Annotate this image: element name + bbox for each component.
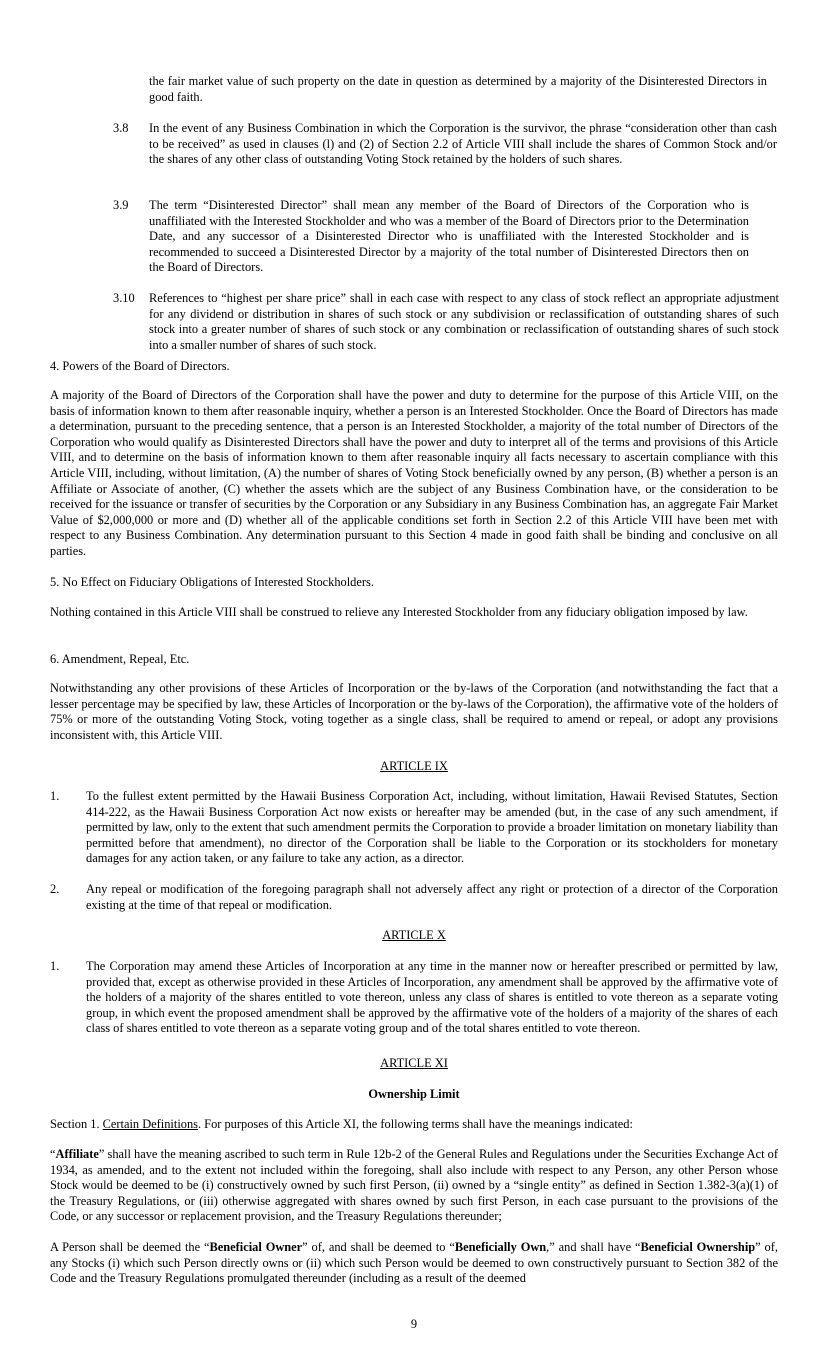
section-1-definitions (50, 1117, 778, 1133)
item-number: 1. (50, 959, 60, 973)
section-4-body: A majority of the Board of Directors of the Corporation shall have the power and duty to determine for the purpose of this Article VIII, on the basis of information known to them after reasonable inquiry, whether a person is an Interested Stockholder. Once the Board of Directors has made a determination, pursuant to the preceding sentence, that a person is an Interested Stockholder, a majority of the total number of Directors of the Corporation who would qualify as Disinterested Directors shall have the power and duty to interpret all of the terms and provisions of this Article VIII, and to determine on the basis of information known to them after reasonable inquiry all facts necessary to ascertain compliance with this Article VIII, including, without limitation, (A) the number of shares of Voting Stock beneficially owned by any person, (B) whether a person is an Affiliate or Associate of another, (C) whether the assets which are the subject of any Business Combination have, or the consideration to be received for the issuance or transfer of securities by the Corporation or any Subsidiary in any Business Combination has, an aggregate Fair Market Value of $2,000,000 or more and (D) whether all of the applicable conditions set forth in Section 2.2 of this Article VIII have been met with respect to any Business Combination. Any determination pursuant to this Section 4 made in good faith shall be binding and conclusive on all parties. (50, 388, 778, 558)
item-number: 3.10 (113, 291, 135, 305)
beneficial-owner-definition (50, 1240, 778, 1287)
section-5-heading: 5. No Effect on Fiduciary Obligations of Interested Stockholders. (50, 575, 374, 589)
article-x-title: ARTICLE X (382, 928, 446, 942)
article-ix-title: ARTICLE IX (380, 759, 448, 773)
affiliate-term: Affiliate (55, 1147, 99, 1161)
certain-definitions-label: Certain Definitions (102, 1117, 198, 1131)
section-1-suffix: . For purposes of this Article XI, the following terms shall have the meanings indicated: (197, 1117, 633, 1131)
article-xi-title: ARTICLE XI (380, 1056, 448, 1070)
section-6-heading: 6. Amendment, Repeal, Etc. (50, 652, 190, 666)
item-text: The term “Disinterested Director” shall mean any member of the Board of Directors of the Corporation who is unaffiliated with the Interested Stockholder and who was a member of the Board of Directors prior to the Determination Date, and any successor of a Disinterested Director who is unaffiliated with the Interested Stockholder and is recommended to succeed a Disinterested Director by a majority of the total number of Disinterested Directors then on the Board of Directors. (149, 198, 749, 275)
beneficially-own-term: Beneficially Own (454, 1240, 547, 1254)
affiliate-definition (50, 1147, 778, 1225)
definition-text: A Person shall be deemed the “ (50, 1240, 210, 1254)
item-number: 2. (50, 882, 60, 896)
quote-mark: “ (50, 1147, 56, 1161)
section-5-body: Nothing contained in this Article VIII shall be construed to relieve any Interested Stockholder from any fiduciary obligation imposed by law. (50, 605, 748, 619)
item-text: To the fullest extent permitted by the Hawaii Business Corporation Act, including, without limitation, Hawaii Revised Statutes, Section 414-222, as the Hawaii Business Corporation Act now exists or hereafter may be amended (but, in the case of any such amendment, if permitted by law, only to the extent that such amendment permits the Corporation to provide a broader limitation on monetary liability than permitted before that amendment), no director of the Corporation shall be liable to the Corporation or its stockholders for monetary damages for any action taken, or any failure to take any action, as a director. (86, 789, 778, 866)
article-xi-subtitle: Ownership Limit (368, 1087, 460, 1101)
page-number: 9 (410, 1317, 418, 1331)
definition-text: ,” and shall have “ (546, 1240, 641, 1254)
item-text: In the event of any Business Combination in which the Corporation is the survivor, the phrase “consideration other than cash to be received” as used in clauses (l) and (2) of Section 2.2 of Article VIII shall include the shares of Common Stock and/or the shares of any other class of outstanding Voting Stock retained by the holders of such shares. (149, 121, 777, 167)
section-4-heading: 4. Powers of the Board of Directors. (50, 359, 230, 373)
section-6-body: Notwithstanding any other provisions of these Articles of Incorporation or the by-laws of the Corporation (and notwithstanding the fact that a lesser percentage may be specified by law, these Articles of Incorporation or the by-laws of the Corporation), the affirmative vote of the holders of 75% or more of the outstanding Voting Stock, voting together as a single class, shall be required to amend or repeal, or adopt any provisions inconsistent with, this Article VIII. (50, 681, 778, 742)
item-number: 3.8 (113, 121, 129, 135)
continuation-paragraph: the fair market value of such property on the date in question as determined by a majority of the Disinterested Directors in good faith. (149, 74, 767, 104)
item-number: 3.9 (113, 198, 129, 212)
definition-text: ” of, any Stocks (i) which such Person directly owns or (ii) which such Person would be deemed to own constructively pursuant to Section 382 of the Code and the Treasury Regulations promulgated thereunder (including as a result of the deemed (50, 1240, 778, 1286)
beneficial-owner-term: Beneficial Owner (209, 1240, 303, 1254)
item-text: Any repeal or modification of the foregoing paragraph shall not adversely affect any right or protection of a director of the Corporation existing at the time of that repeal or modification. (86, 882, 778, 912)
definition-text: ” of, and shall be deemed to “ (302, 1240, 455, 1254)
item-text: References to “highest per share price” shall in each case with respect to any class of stock reflect an appropriate adjustment for any dividend or distribution in shares of such stock or any subdivision or reclassification of outstanding shares of such stock into a greater number of shares of such stock or any combination or reclassification of outstanding shares of such stock into a smaller number of shares of such stock. (149, 291, 779, 352)
item-text: The Corporation may amend these Articles of Incorporation at any time in the manner now or hereafter prescribed or permitted by law, provided that, except as otherwise provided in these Articles of Incorporation, any amendment shall be approved by the affirmative vote of the holders of a majority of the shares entitled to vote thereon, unless any class of shares is entitled to vote thereon as a separate voting group, in which event the proposed amendment shall be approved by the affirmative vote of the holders of a majority of the shares of each class of shares entitled to vote thereon as a separate voting group and of the total shares entitled to vote thereon. (86, 959, 778, 1036)
beneficial-ownership-term: Beneficial Ownership (640, 1240, 756, 1254)
affiliate-definition-text: ” shall have the meaning ascribed to such term in Rule 12b-2 of the General Rules and Regulations under the Securities Exchange Act of 1934, as amended, and to the extent not included within the foregoing, shall also include with respect to any Person, any other Person whose Stock would be deemed to be (i) constructively owned by such first Person, (ii) owned by a “single entity” as defined in Section 1.382-3(a)(1) of the Treasury Regulations, or (iii) otherwise aggregated with shares owned by such first Person, in each case pursuant to the provisions of the Code, or any successor or replacement provision, and the Treasury Regulations thereunder; (50, 1147, 778, 1224)
item-number: 1. (50, 789, 60, 803)
section-1-prefix: Section 1. (50, 1117, 103, 1131)
